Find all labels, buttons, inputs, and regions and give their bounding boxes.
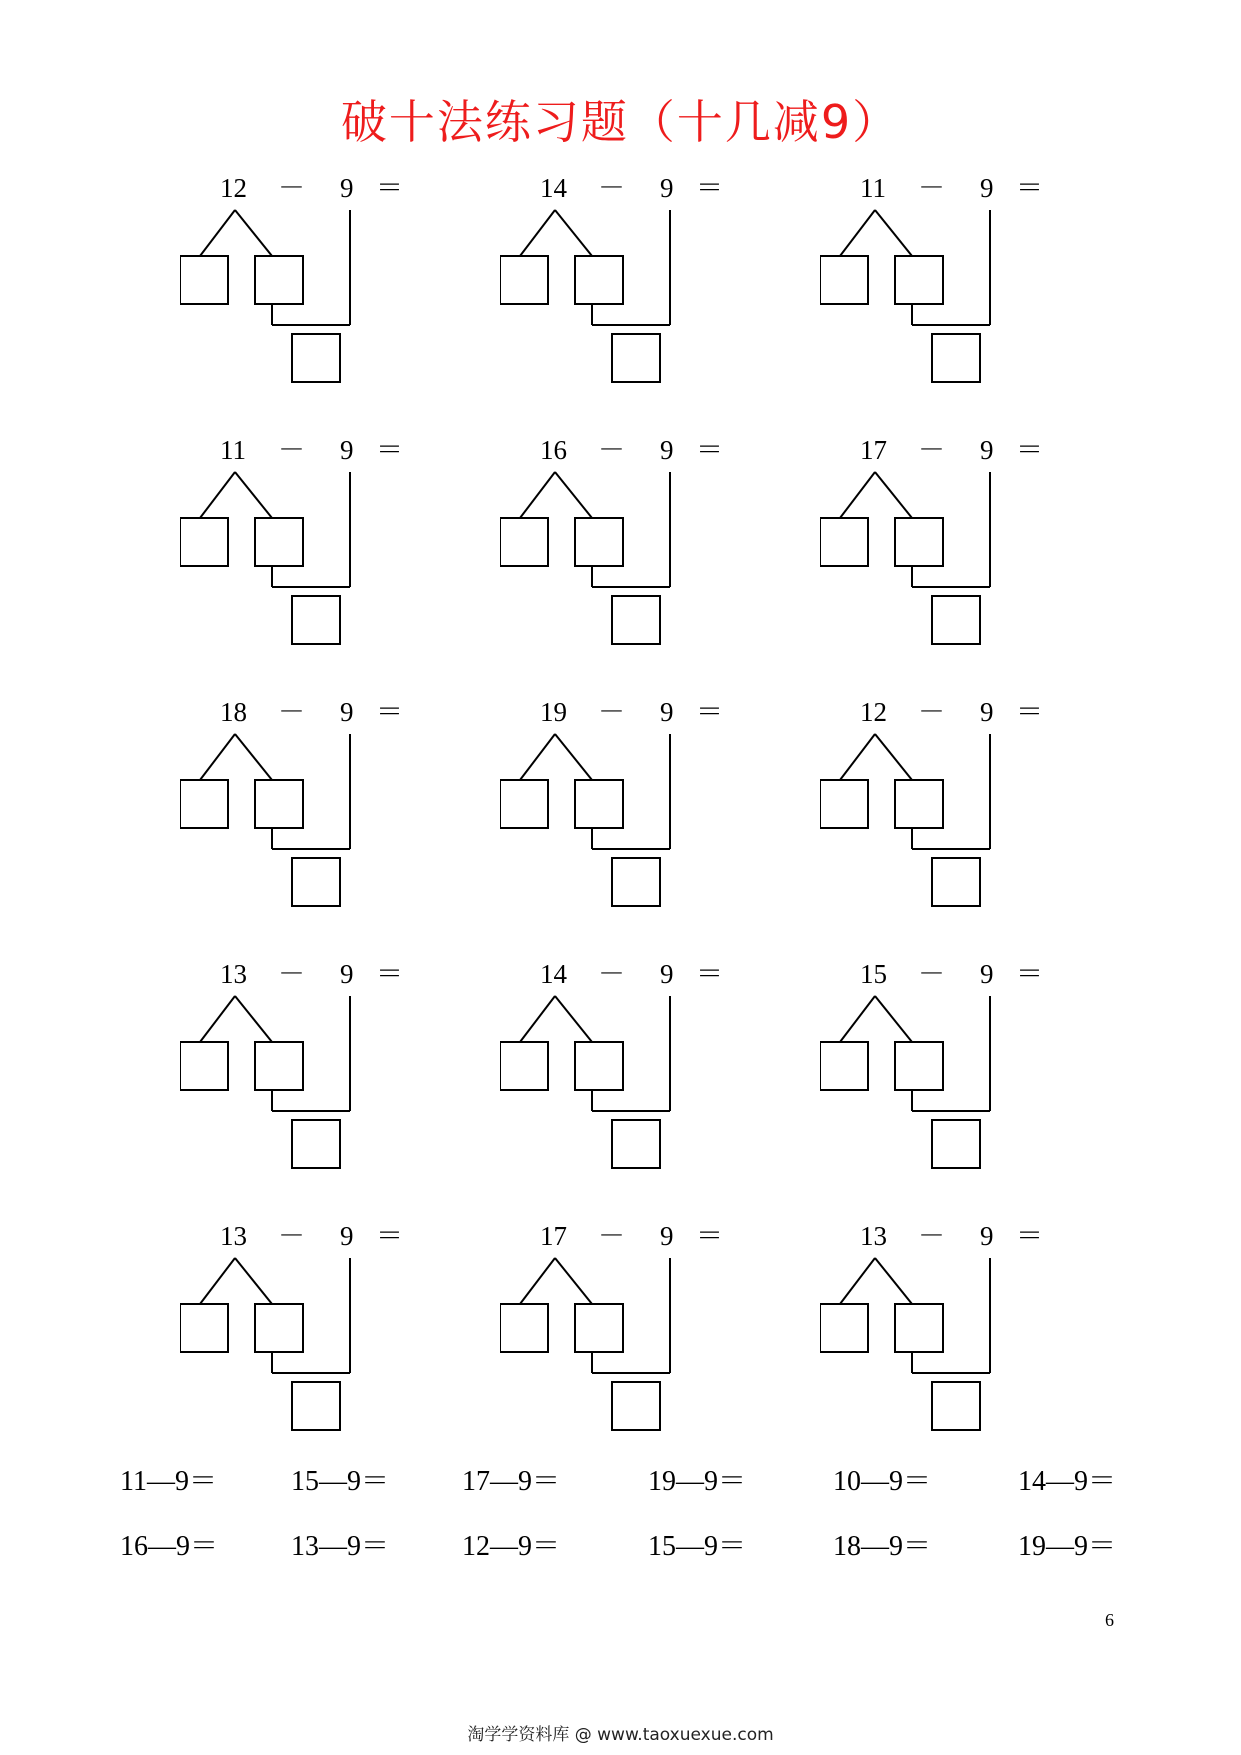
- number-bond-diagram: [820, 168, 1080, 388]
- number-bond-problem: [820, 954, 1080, 1174]
- answer-box-result: [932, 334, 980, 382]
- minuend: 13: [220, 1221, 247, 1251]
- answer-box-result: [932, 858, 980, 906]
- answer-box-result: [932, 1382, 980, 1430]
- branch-line-right: [875, 996, 912, 1042]
- number-bond-diagram: [180, 692, 440, 912]
- minus-sign: －: [278, 173, 305, 203]
- answer-box-result: [292, 334, 340, 382]
- answer-box-ones: [255, 780, 303, 828]
- minus-sign: －: [598, 697, 625, 727]
- equals-sign: ＝: [696, 697, 723, 727]
- minus-sign: －: [918, 173, 945, 203]
- answer-box-ones: [255, 1042, 303, 1090]
- equals-sign: ＝: [696, 1221, 723, 1251]
- subtrahend: 9: [660, 697, 674, 727]
- branch-line-left: [520, 734, 555, 780]
- branch-line-right: [235, 734, 272, 780]
- branch-line-right: [555, 996, 592, 1042]
- branch-line-left: [520, 472, 555, 518]
- number-bond-diagram: [180, 168, 440, 388]
- answer-box-ones: [255, 256, 303, 304]
- minus-sign: －: [598, 435, 625, 465]
- minuend: 11: [220, 435, 246, 465]
- number-bond-diagram: [180, 430, 440, 650]
- answer-box-ones: [575, 1042, 623, 1090]
- minus-sign: －: [598, 173, 625, 203]
- answer-box-result: [612, 334, 660, 382]
- number-bond-diagram: [820, 692, 1080, 912]
- mixed-row: [0, 1527, 1241, 1567]
- subtrahend: 9: [340, 435, 354, 465]
- equals-sign: ＝: [1016, 173, 1043, 203]
- equals-sign: ＝: [376, 173, 403, 203]
- answer-box-ten: [820, 780, 868, 828]
- answer-box-ten: [500, 780, 548, 828]
- subtrahend: 9: [660, 959, 674, 989]
- equals-sign: ＝: [696, 435, 723, 465]
- answer-box-result: [612, 858, 660, 906]
- branch-line-right: [235, 996, 272, 1042]
- branch-line-left: [520, 210, 555, 256]
- branch-line-right: [235, 472, 272, 518]
- answer-box-ones: [575, 1304, 623, 1352]
- subtrahend: 9: [340, 959, 354, 989]
- answer-box-ten: [500, 1304, 548, 1352]
- number-bond-problem: [820, 1216, 1080, 1436]
- number-bond-diagram: [180, 1216, 440, 1436]
- answer-box-ones: [895, 518, 943, 566]
- answer-box-result: [292, 1382, 340, 1430]
- branch-line-left: [520, 996, 555, 1042]
- number-bond-diagram: [820, 954, 1080, 1174]
- answer-box-ones: [895, 780, 943, 828]
- subtrahend: 9: [980, 697, 994, 727]
- minus-sign: －: [278, 697, 305, 727]
- answer-box-ten: [180, 518, 228, 566]
- answer-box-ten: [180, 780, 228, 828]
- answer-box-ten: [820, 518, 868, 566]
- number-bond-problem: [180, 954, 440, 1174]
- subtrahend: 9: [340, 173, 354, 203]
- answer-box-ten: [820, 1042, 868, 1090]
- mixed-equation: 10—9＝: [833, 1466, 932, 1497]
- branch-line-left: [200, 1258, 235, 1304]
- number-bond-diagram: [820, 430, 1080, 650]
- equals-sign: ＝: [376, 435, 403, 465]
- answer-box-ten: [180, 1304, 228, 1352]
- branch-line-right: [555, 210, 592, 256]
- equals-sign: ＝: [376, 1221, 403, 1251]
- subtrahend: 9: [340, 697, 354, 727]
- answer-box-ten: [500, 1042, 548, 1090]
- answer-box-result: [612, 1382, 660, 1430]
- answer-box-result: [292, 858, 340, 906]
- minus-sign: －: [918, 697, 945, 727]
- number-bond-problem: [820, 692, 1080, 912]
- branch-line-right: [555, 1258, 592, 1304]
- subtrahend: 9: [980, 173, 994, 203]
- mixed-equation: 19—9＝: [1018, 1531, 1117, 1562]
- answer-box-result: [932, 596, 980, 644]
- answer-box-ten: [500, 256, 548, 304]
- equals-sign: ＝: [1016, 697, 1043, 727]
- mixed-equation: 19—9＝: [648, 1466, 747, 1497]
- number-bond-diagram: [820, 1216, 1080, 1436]
- answer-box-result: [612, 596, 660, 644]
- subtrahend: 9: [980, 435, 994, 465]
- answer-box-ten: [820, 256, 868, 304]
- mixed-equation: 14—9＝: [1018, 1466, 1117, 1497]
- answer-box-result: [932, 1120, 980, 1168]
- mixed-equation: 15—9＝: [291, 1466, 390, 1497]
- number-bond-diagram: [500, 1216, 760, 1436]
- branch-line-right: [875, 734, 912, 780]
- number-bond-problem: [500, 692, 760, 912]
- minuend: 19: [540, 697, 567, 727]
- minuend: 18: [220, 697, 247, 727]
- answer-box-ones: [255, 518, 303, 566]
- answer-box-ones: [575, 518, 623, 566]
- minus-sign: －: [918, 959, 945, 989]
- answer-box-ones: [255, 1304, 303, 1352]
- branch-line-left: [200, 472, 235, 518]
- minuend: 14: [540, 173, 567, 203]
- footer-watermark: 淘学学资料库 @ www.taoxuexue.com: [467, 1725, 774, 1745]
- branch-line-left: [840, 1258, 875, 1304]
- minuend: 13: [220, 959, 247, 989]
- mixed-equation: 15—9＝: [648, 1531, 747, 1562]
- minus-sign: －: [598, 1221, 625, 1251]
- branch-line-left: [840, 996, 875, 1042]
- minuend: 15: [860, 959, 887, 989]
- answer-box-ones: [895, 1042, 943, 1090]
- minuend: 12: [220, 173, 247, 203]
- branch-line-right: [555, 472, 592, 518]
- minuend: 16: [540, 435, 567, 465]
- minuend: 13: [860, 1221, 887, 1251]
- subtrahend: 9: [660, 435, 674, 465]
- minuend: 17: [860, 435, 887, 465]
- branch-line-left: [840, 734, 875, 780]
- mixed-equation: 12—9＝: [462, 1531, 561, 1562]
- branch-line-right: [875, 210, 912, 256]
- branch-line-right: [875, 472, 912, 518]
- subtrahend: 9: [980, 1221, 994, 1251]
- answer-box-ten: [180, 1042, 228, 1090]
- equals-sign: ＝: [376, 697, 403, 727]
- number-bond-problem: [180, 168, 440, 388]
- number-bond-problem: [500, 168, 760, 388]
- number-bond-problem: [180, 692, 440, 912]
- equals-sign: ＝: [696, 173, 723, 203]
- minuend: 11: [860, 173, 886, 203]
- minus-sign: －: [278, 959, 305, 989]
- answer-box-result: [292, 596, 340, 644]
- number-bond-diagram: [180, 954, 440, 1174]
- answer-box-ten: [180, 256, 228, 304]
- number-bond-problem: [500, 954, 760, 1174]
- branch-line-left: [200, 996, 235, 1042]
- answer-box-ones: [895, 256, 943, 304]
- branch-line-right: [235, 210, 272, 256]
- equals-sign: ＝: [1016, 1221, 1043, 1251]
- subtrahend: 9: [340, 1221, 354, 1251]
- branch-line-left: [840, 472, 875, 518]
- branch-line-left: [520, 1258, 555, 1304]
- equals-sign: ＝: [696, 959, 723, 989]
- mixed-row: [0, 1462, 1241, 1502]
- subtrahend: 9: [660, 1221, 674, 1251]
- equals-sign: ＝: [1016, 959, 1043, 989]
- number-bond-problem: [500, 430, 760, 650]
- answer-box-ten: [500, 518, 548, 566]
- minuend: 14: [540, 959, 567, 989]
- minus-sign: －: [598, 959, 625, 989]
- number-bond-diagram: [500, 168, 760, 388]
- answer-box-result: [292, 1120, 340, 1168]
- number-bond-problem: [820, 430, 1080, 650]
- mixed-equation: 13—9＝: [291, 1531, 390, 1562]
- worksheet-title: 破十法练习题（十几减9）: [340, 95, 901, 149]
- subtrahend: 9: [980, 959, 994, 989]
- branch-line-left: [200, 210, 235, 256]
- branch-line-left: [200, 734, 235, 780]
- branch-line-right: [555, 734, 592, 780]
- equals-sign: ＝: [1016, 435, 1043, 465]
- number-bond-diagram: [500, 692, 760, 912]
- mixed-equation: 16—9＝: [120, 1531, 219, 1562]
- number-bond-problem: [180, 1216, 440, 1436]
- number-bond-problem: [180, 430, 440, 650]
- number-bond-diagram: [500, 954, 760, 1174]
- minus-sign: －: [918, 1221, 945, 1251]
- mixed-equation: 11—9＝: [120, 1466, 217, 1497]
- equals-sign: ＝: [376, 959, 403, 989]
- number-bond-problem: [820, 168, 1080, 388]
- answer-box-ten: [820, 1304, 868, 1352]
- answer-box-ones: [895, 1304, 943, 1352]
- answer-box-ones: [575, 780, 623, 828]
- answer-box-ones: [575, 256, 623, 304]
- number-bond-diagram: [500, 430, 760, 650]
- mixed-equation: 17—9＝: [462, 1466, 561, 1497]
- minus-sign: －: [918, 435, 945, 465]
- subtrahend: 9: [660, 173, 674, 203]
- answer-box-result: [612, 1120, 660, 1168]
- minuend: 12: [860, 697, 887, 727]
- minuend: 17: [540, 1221, 567, 1251]
- minus-sign: －: [278, 435, 305, 465]
- branch-line-right: [875, 1258, 912, 1304]
- number-bond-problem: [500, 1216, 760, 1436]
- minus-sign: －: [278, 1221, 305, 1251]
- branch-line-left: [840, 210, 875, 256]
- branch-line-right: [235, 1258, 272, 1304]
- mixed-equation: 18—9＝: [833, 1531, 932, 1562]
- page-number: 6: [1105, 1610, 1114, 1630]
